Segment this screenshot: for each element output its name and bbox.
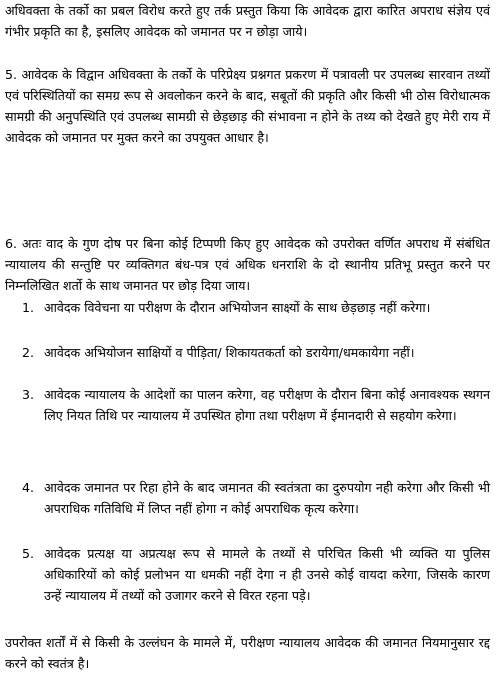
condition-number: 4. xyxy=(22,480,35,495)
closing-paragraph: उपरोक्त शर्तों में से किसी के उल्लंघन के मामले में, परीक्षण न्यायालय आवेदक की जमानत नियमानुसार रद्द करने को स्वतंत्र है। xyxy=(5,635,490,671)
condition-text: आवेदक न्यायालय के आदेशों का पालन करेगा, वह परीक्षण के दौरान बिना कोई अनावश्यक स्थगन लिए नियत तिथि पर न्यायालय में उपस्थित होगा तथा परीक्षण में ईमानदारी से सहयोग करेगा। xyxy=(44,387,490,423)
condition-item xyxy=(22,297,490,318)
condition-item xyxy=(22,342,490,363)
condition-number: 2. xyxy=(22,345,35,360)
condition-text: आवेदक विवेचना या परीक्षण के दौरान अभियोजन साक्ष्यों के साथ छेड़छाड़ नहीं करेगा। xyxy=(44,300,431,315)
condition-item xyxy=(22,477,490,519)
condition-text: आवेदक अभियोजन साक्षियों व पीड़िता/ शिकायतकर्ता को डरायेगा/धमकायेगा नहीं। xyxy=(44,345,415,360)
condition-item xyxy=(22,543,490,606)
condition-item xyxy=(22,384,490,426)
condition-number: 3. xyxy=(22,387,35,402)
paragraph-5: 5. आवेदक के विद्वान अधिवक्ता के तर्को के परिप्रेक्ष्य प्रश्नगत प्रकरण में पत्रावली पर उपलब्ध सारवान तथ्यों एवं परिस्थितियों का समग्र रूप से अवलोकन करने के बाद, सबूतों की प्रकृति और किसी भी ठोस विरोधात्मक सामग्री की अनुपस्थिति एवं उपलब्ध सामग्री से छेड़छाड़ की संभावना न होने के तथ्य को देखते हुए मेरी राय में आवेदक को जमानत पर मुक्त करने का उपयुक्त आधार है। xyxy=(5,67,490,145)
condition-number: 5. xyxy=(22,546,35,561)
condition-text: आवेदक जमानत पर रिहा होने के बाद जमानत की स्वतंत्रता का दुरुपयोग नही करेगा और किसी भी अपराधिक गतिविधि में लिप्त नहीं होगा न कोई अपराधिक कृत्य करेगा। xyxy=(44,480,490,516)
condition-text: आवेदक प्रत्यक्ष या अप्रत्यक्ष रूप से मामले के तथ्यों से परिचित किसी भी व्यक्ति या पुलिस अधिकारियों को कोई प्रलोभन या धमकी नहीं देगा न ही उनसे कोई वायदा करेगा, जिसके कारण उन्हें न्यायालय में तथ्यों को उजागर करने से विरत रहना पड़े। xyxy=(44,546,490,603)
paragraph-6: 6. अतः वाद के गुण दोष पर बिना कोई टिप्पणी किए हुए आवेदक को उपरोक्त वर्णित अपराध में संबंधित न्यायालय की सन्तुष्टि पर व्यक्तिगत बंध-पत्र एवं अधिक धनराशि के दो स्थानीय प्रतिभू प्रस्तुत करने पर निम्नलिखित शर्तो के साथ जमानत पर छोड़ दिया जाय। xyxy=(5,236,490,293)
intro-paragraph: अधिवक्ता के तर्को का प्रबल विरोध करते हुए तर्क प्रस्तुत किया कि आवेदक द्वारा कारित अपराध संज्ञेय एवं गंभीर प्रकृति का है, इसलिए आवेदक को जमानत पर न छोड़ा जाये। xyxy=(5,3,490,39)
condition-number: 1. xyxy=(22,300,35,315)
